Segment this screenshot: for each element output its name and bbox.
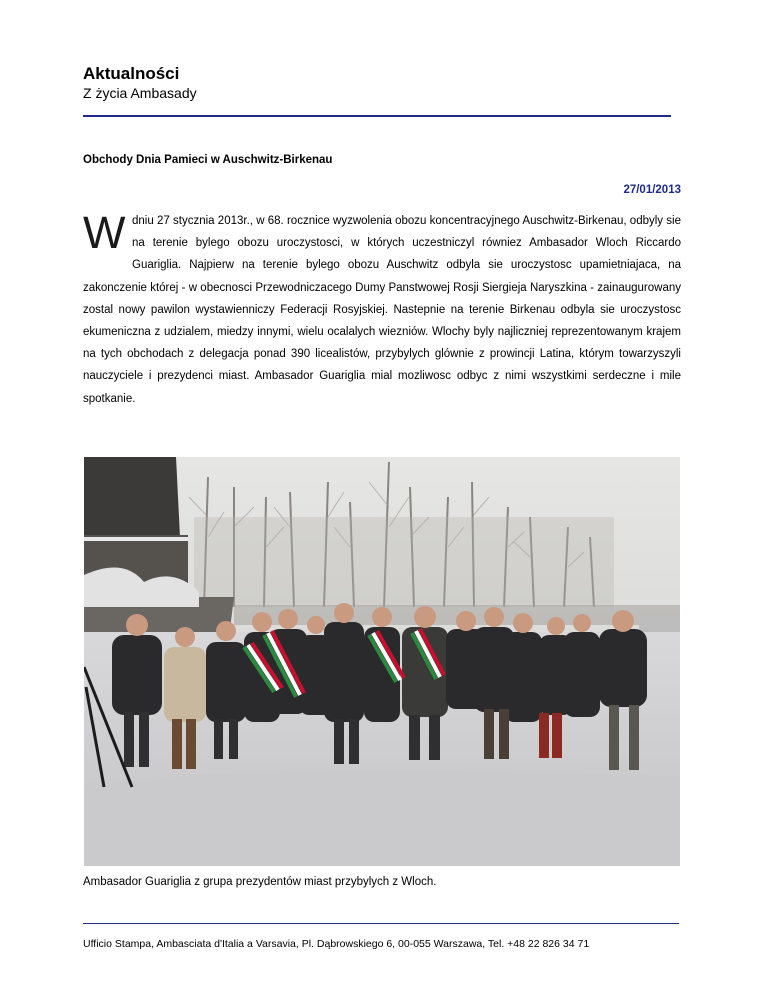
article-body — [83, 207, 681, 410]
article-date: 27/01/2013 — [623, 184, 681, 196]
section-title: Aktualności — [83, 64, 180, 83]
footer-divider — [83, 923, 679, 924]
photo-caption: Ambasador Guariglia z grupa prezydentów miast przybylych z Wloch. — [83, 876, 437, 888]
group-photo-illustration — [84, 457, 680, 866]
article-title: Obchody Dnia Pamieci w Auschwitz-Birkenau — [83, 154, 333, 166]
drop-cap: W — [83, 207, 126, 258]
footer-contact: Ufficio Stampa, Ambasciata d'Italia a Varsavia, Pl. Dąbrowskiego 6, 00-055 Warszawa, Tel. +48 22 826 34 71 — [83, 938, 590, 950]
header-divider — [83, 115, 671, 117]
article-body-text: dniu 27 stycznia 2013r., w 68. rocznice wyzwolenia obozu koncentracyjnego Auschwitz-Birkenau, odbyly sie na terenie bylego obozu uroczystosci, w których uczestniczyl równiez Ambasador Wloch Riccardo Guariglia. Najpierw na terenie bylego obozu Auschwitz odbyla sie uroczystosc upamietniajaca, na zakonczenie której - w obecnosci Przewodniczacego Dumy Panstwowej Rosji Siergieja Naryszkina - zainaugurowany zostal nowy pawilon wystawienniczy Federacji Rosyjskiej. Nastepnie na terenie Birkenau odbyla sie uroczystosc ekumeniczna z udzialem, miedzy innymi, wielu ocalalych wiezniów. Wlochy byly najliczniej reprezentowanym krajem na tych obchodach z delegacja ponad 390 licealistów, przybylych glównie z prowincji Latina, którym towarzyszyli nauczyciele i prezydenci miast. Ambasador Guariglia mial mozliwosc odbyc z nimi wszystkimi serdeczne i mile spotkanie. — [83, 215, 681, 405]
article-photo — [84, 457, 680, 866]
section-subtitle: Z życia Ambasady — [83, 85, 197, 101]
